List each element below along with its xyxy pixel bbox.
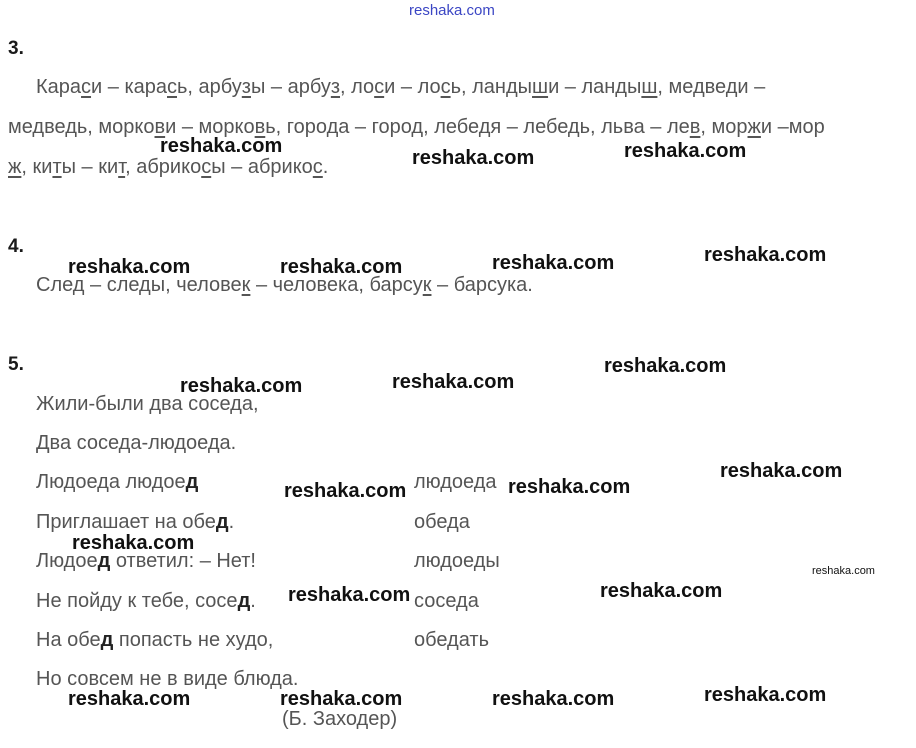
watermark: reshaka.com xyxy=(704,244,827,266)
watermark: reshaka.com xyxy=(600,580,723,602)
watermark: reshaka.com xyxy=(284,480,407,502)
watermark: reshaka.com xyxy=(68,688,191,710)
watermark: reshaka.com xyxy=(280,688,403,710)
check-word: соседа xyxy=(414,590,479,612)
site-header: reshaka.com xyxy=(409,2,495,19)
watermark: reshaka.com xyxy=(160,135,283,157)
check-word: обедать xyxy=(414,629,489,651)
watermark: reshaka.com xyxy=(68,256,191,278)
poem-line: Людоеда людоед xyxy=(36,471,199,493)
task-4-line: След – следы, человек – человека, барсук – барсука. xyxy=(36,274,533,296)
watermark: reshaka.com xyxy=(288,584,411,606)
watermark: reshaka.com xyxy=(704,684,827,706)
check-word: людоеды xyxy=(414,550,500,572)
watermark: reshaka.com xyxy=(604,355,727,377)
task-3-number: 3. xyxy=(8,38,24,59)
poem-line: Приглашает на обед. xyxy=(36,511,235,533)
watermark: reshaka.com xyxy=(492,252,615,274)
poem-line: Жили-были два соседа, xyxy=(36,393,259,415)
watermark: reshaka.com xyxy=(492,688,615,710)
watermark: reshaka.com xyxy=(412,147,535,169)
check-word: обеда xyxy=(414,511,470,533)
watermark: reshaka.com xyxy=(508,476,631,498)
task-3-line-2: медведь, моркови – морковь, города – город, лебедя – лебедь, льва – лев, моржи –мор xyxy=(8,116,825,138)
check-word: людоеда xyxy=(414,471,497,493)
poem-line: Людоед ответил: – Нет! xyxy=(36,550,256,572)
watermark: reshaka.com xyxy=(72,532,195,554)
watermark: reshaka.com xyxy=(624,140,747,162)
task-3-line-1: Караси – карась, арбузы – арбуз, лоси – лось, ландыши – ландыш, медведи – xyxy=(36,76,766,98)
poem-line: Два соседа-людоеда. xyxy=(36,432,237,454)
watermark: reshaka.com xyxy=(392,371,515,393)
poem-author: (Б. Заходер) xyxy=(282,708,398,730)
task-4-number: 4. xyxy=(8,236,24,257)
poem-line: Но совсем не в виде блюда. xyxy=(36,668,299,690)
watermark-small: reshaka.com xyxy=(812,565,875,577)
watermark: reshaka.com xyxy=(180,375,303,397)
watermark: reshaka.com xyxy=(720,460,843,482)
poem-line: Не пойду к тебе, сосед. xyxy=(36,590,256,612)
poem-line: На обед попасть не худо, xyxy=(36,629,274,651)
task-3-line-3: ж, киты – кит, абрикосы – абрикос. xyxy=(8,156,329,178)
watermark: reshaka.com xyxy=(280,256,403,278)
task-5-number: 5. xyxy=(8,354,24,375)
